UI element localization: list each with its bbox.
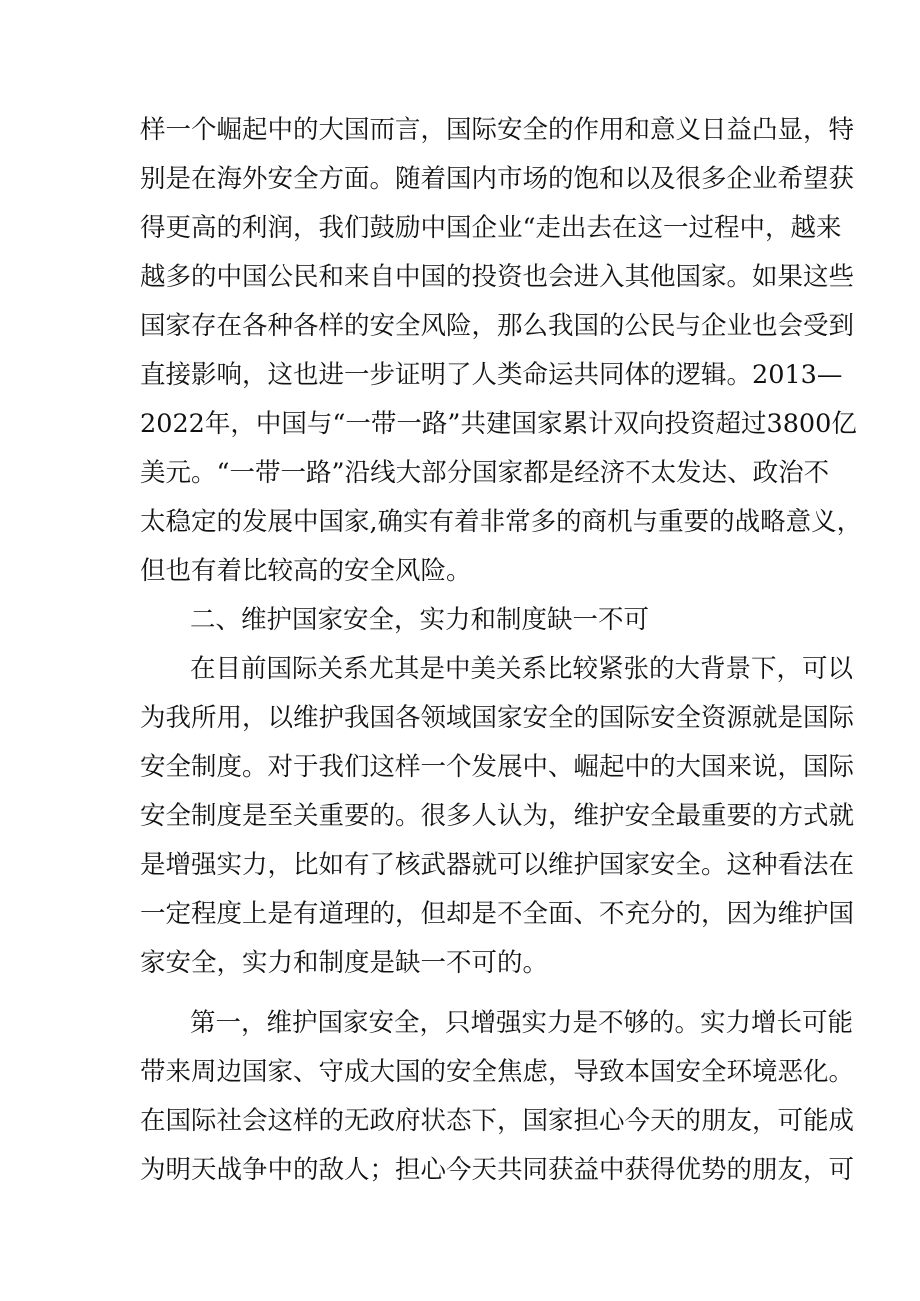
text-line: 越多的中国公民和来自中国的投资也会进入其他国家。如果这些 [140,262,855,292]
text-line: 是增强实力，比如有了核武器就可以维护国家安全。这种看法在 [140,850,855,880]
text-line: 为明天战争中的敌人；担心今天共同获益中获得优势的朋友，可 [140,1155,855,1185]
text-line: 别是在海外安全方面。随着国内市场的饱和以及很多企业希望获 [140,164,855,194]
text-line: 家安全，实力和制度是缺一不可的。 [140,948,549,978]
text-line: 得更高的利润，我们鼓励中国企业“走出去在这一过程中，越来 [140,213,842,243]
text-line: 样一个崛起中的大国而言，国际安全的作用和意义日益凸显，特 [140,115,855,145]
text-line: 第一，维护国家安全，只增强实力是不够的。实力增长可能 [190,1008,854,1038]
text-line: 安全制度是至关重要的。很多人认为，维护安全最重要的方式就 [140,801,855,831]
text-line: 在国际社会这样的无政府状态下，国家担心今天的朋友，可能成 [140,1106,855,1136]
text-line: 一定程度上是有道理的，但却是不全面、不充分的，因为维护国 [140,899,855,929]
text-line: 带来周边国家、守成大国的安全焦虑，导致本国安全环境恶化。 [140,1057,855,1087]
text-line: 2022年，中国与“一带一路”共建国家累计双向投资超过3800亿 [140,409,857,439]
text-line: 在目前国际关系尤其是中美关系比较紧张的大背景下，可以 [190,654,854,684]
text-line: 太稳定的发展中国家,确实有着非常多的商机与重要的战略意义， [140,507,863,537]
text-line: 安全制度。对于我们这样一个发展中、崛起中的大国来说，国际 [140,752,855,782]
text-line: 国家存在各种各样的安全风险，那么我国的公民与企业也会受到 [140,311,855,341]
text-line: 为我所用，以维护我国各领域国家安全的国际安全资源就是国际 [140,703,855,733]
text-line: 美元。“一带一路”沿线大部分国家都是经济不太发达、政治不 [140,458,830,488]
text-line: 但也有着比较高的安全风险。 [140,556,472,586]
section-heading: 二、维护国家安全，实力和制度缺一不可 [190,605,650,635]
text-line: 直接影响，这也进一步证明了人类命运共同体的逻辑。2013— [140,360,843,390]
